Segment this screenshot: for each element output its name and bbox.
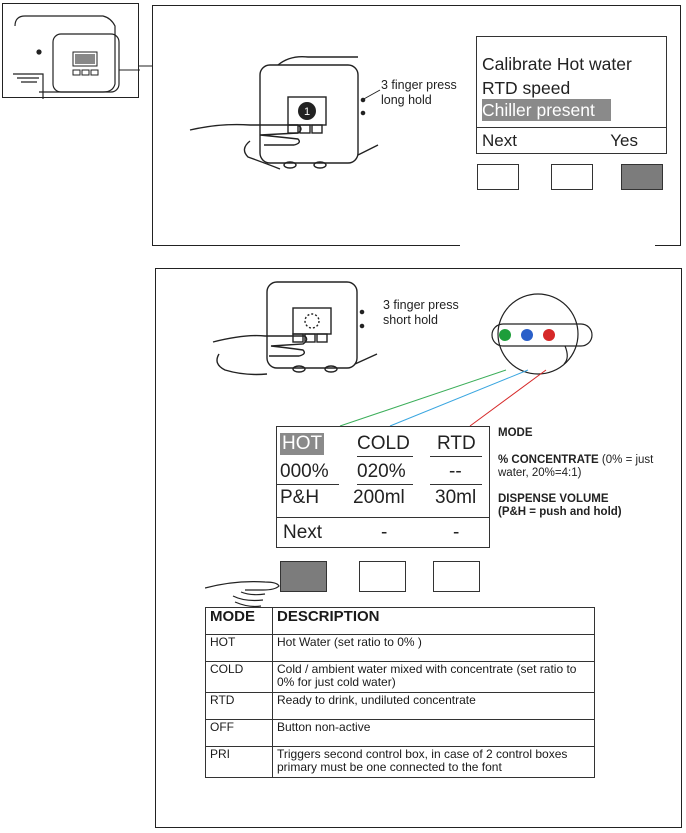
concentrate-cold: 020% — [357, 461, 406, 482]
overview-thumbnail — [2, 3, 139, 98]
row-description: Ready to drink, undiluted concentrate — [273, 693, 595, 720]
volume-annotation — [498, 493, 678, 519]
softkey-right-label: - — [453, 522, 460, 543]
concentrate-annotation — [498, 454, 678, 480]
softkey-next-label: Next — [283, 522, 323, 543]
middle-button[interactable] — [359, 561, 406, 592]
device-hand-illustration-long — [180, 45, 380, 185]
volume-rtd: 30ml — [435, 487, 477, 508]
left-button[interactable] — [477, 164, 519, 190]
instruction-line-2: long hold — [381, 93, 432, 107]
volume-hot: P&H — [280, 487, 320, 508]
row-description: Button non-active — [273, 720, 595, 747]
underline — [277, 484, 339, 485]
unit-overview-illustration — [3, 4, 140, 99]
menu-option-chiller-present[interactable]: Chiller present — [482, 99, 611, 121]
volume-annotation-note: (P&H = push and hold) — [498, 506, 622, 518]
mode-annotation-label: MODE — [498, 427, 533, 439]
table-row — [206, 662, 595, 693]
menu-divider — [477, 127, 666, 128]
table-row — [206, 693, 595, 720]
table-row — [206, 635, 595, 662]
row-description: Triggers second control box, in case of 2 control boxes primary must be one connected to the font — [273, 747, 595, 778]
row-description: Hot Water (set ratio to 0% ) — [273, 635, 595, 662]
menu-option-calibrate[interactable]: Calibrate Hot water — [482, 54, 632, 74]
long-hold-instruction — [381, 78, 457, 108]
middle-button[interactable] — [551, 164, 593, 190]
softkey-next-label: Next — [482, 131, 517, 150]
svg-text:1: 1 — [303, 106, 311, 118]
mode-annotation — [498, 427, 533, 440]
menu-option-rtd-speed[interactable]: RTD speed — [482, 78, 571, 98]
concentrate-annotation-label: % CONCENTRATE — [498, 454, 599, 466]
panel-border-gap — [460, 244, 655, 248]
chiller-menu-display — [476, 36, 667, 154]
concentrate-annotation-note-2: water, 20%=4:1) — [498, 467, 582, 479]
instruction-line-1: 3 finger press — [383, 298, 459, 312]
underline — [357, 456, 413, 457]
row-mode: HOT — [206, 635, 273, 662]
next-button-pressed[interactable] — [280, 561, 327, 592]
softkey-yes-label: Yes — [610, 131, 638, 150]
row-mode: RTD — [206, 693, 273, 720]
mode-hot: HOT — [282, 433, 323, 454]
footer-divider — [277, 517, 489, 518]
concentrate-rtd: -- — [449, 461, 462, 482]
concentrate-hot: 000% — [280, 461, 329, 482]
underline — [430, 484, 482, 485]
header-description: DESCRIPTION — [273, 608, 595, 635]
finger-press-illustration — [205, 572, 285, 610]
mode-rtd: RTD — [437, 433, 476, 454]
underline — [430, 456, 482, 457]
volume-annotation-label: DISPENSE VOLUME — [498, 493, 609, 505]
header-mode: MODE — [206, 608, 273, 635]
table-header-row — [206, 608, 595, 635]
mode-cold: COLD — [357, 433, 410, 454]
row-mode: PRI — [206, 747, 273, 778]
instruction-line-1: 3 finger press — [381, 78, 457, 92]
row-mode: COLD — [206, 662, 273, 693]
indicator-leader-lines — [320, 330, 560, 430]
concentrate-annotation-note: (0% = just — [598, 454, 654, 466]
softkey-middle-label: - — [381, 522, 388, 543]
short-hold-instruction — [383, 298, 459, 328]
callout-line — [360, 88, 382, 104]
underline — [357, 484, 413, 485]
table-row — [206, 747, 595, 778]
volume-cold: 200ml — [353, 487, 405, 508]
mode-description-table — [205, 607, 595, 778]
right-button[interactable] — [433, 561, 480, 592]
mode-display — [276, 426, 490, 548]
table-row — [206, 720, 595, 747]
row-description: Cold / ambient water mixed with concentrate (set ratio to 0% for just cold water) — [273, 662, 595, 693]
instruction-line-2: short hold — [383, 313, 438, 327]
row-mode: OFF — [206, 720, 273, 747]
right-button-pressed[interactable] — [621, 164, 663, 190]
